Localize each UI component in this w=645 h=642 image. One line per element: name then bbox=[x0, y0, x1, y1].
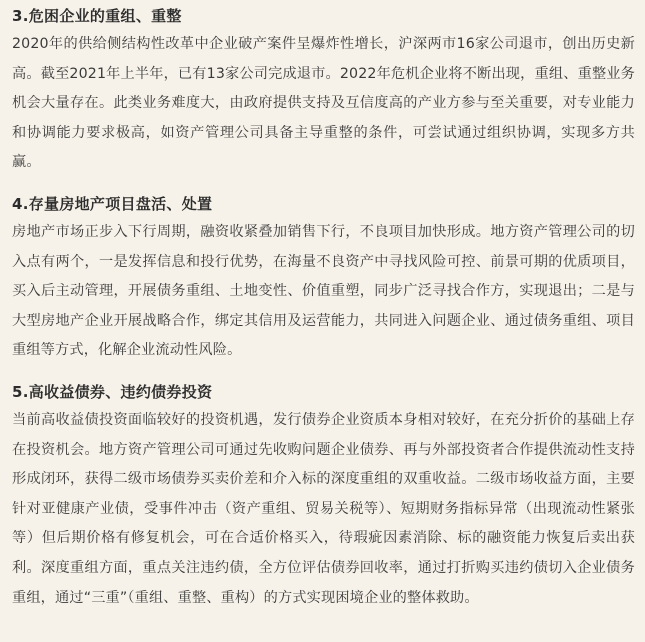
section-paragraph: 2020年的供给侧结构性改革中企业破产案件呈爆炸性增长，沪深两市16家公司退市，创出历史新高。截至2021年上半年，已有13家公司完成退市。2022年危机企业将不断出现，重组、重整业务机会大量存在。此类业务难度大，由政府提供支持及互信度高的产业方参与至关重要，对专业能力和协调能力要求极高，如资产管理公司具备主导重整的条件，可尝试通过组织协调，实现多方共赢。 bbox=[12, 36, 635, 171]
section-high-yield-bonds bbox=[12, 380, 635, 613]
section-heading: 4.存量房地产项目盘活、处置 bbox=[12, 194, 213, 213]
section-distressed-restructuring bbox=[12, 4, 635, 178]
section-heading: 3.危困企业的重组、重整 bbox=[12, 7, 182, 25]
section-paragraph: 房地产市场正步入下行周期，融资收紧叠加销售下行，不良项目加快形成。地方资产管理公司的切入点有两个，一是发挥信息和投行优势，在海量不良资产中寻找风险可控、前景可期的优质项目，买入后主动管理，开展债务重组、土地变性、价值重塑，同步广泛寻找合作方，实现退出；二是与大型房地产企业开展战略合作，绑定其信用及运营能力，共同进入问题企业、通过债务重组、项目重组等方式，化解企业流动性风险。 bbox=[12, 223, 635, 359]
section-spacer bbox=[12, 178, 635, 192]
section-heading: 5.高收益债券、违约债券投资 bbox=[12, 382, 213, 401]
section-spacer bbox=[12, 366, 635, 380]
section-paragraph: 当前高收益债投资面临较好的投资机遇，发行债券企业资质本身相对较好，在充分折价的基础上存在投资机会。地方资产管理公司可通过先收购问题企业债券、再与外部投资者合作提供流动性支持形成闭环，获得二级市场债券买卖价差和介入标的深度重组的双重收益。二级市场收益方面，主要针对亚健康产业债，受事件冲击（资产重组、贸易关税等）、短期财务指标异常（出现流动性紧张等）但后期价格有修复机会，可在合适价格买入，待瑕疵因素消除、标的融资能力恢复后卖出获利。深度重组方面，重点关注违约债，全方位评估债券回收率，通过打折购买违约债切入企业债务重组，通过“三重”（重组、重整、重构）的方式实现困境企业的整体救助。 bbox=[12, 411, 635, 606]
section-real-estate bbox=[12, 192, 635, 366]
